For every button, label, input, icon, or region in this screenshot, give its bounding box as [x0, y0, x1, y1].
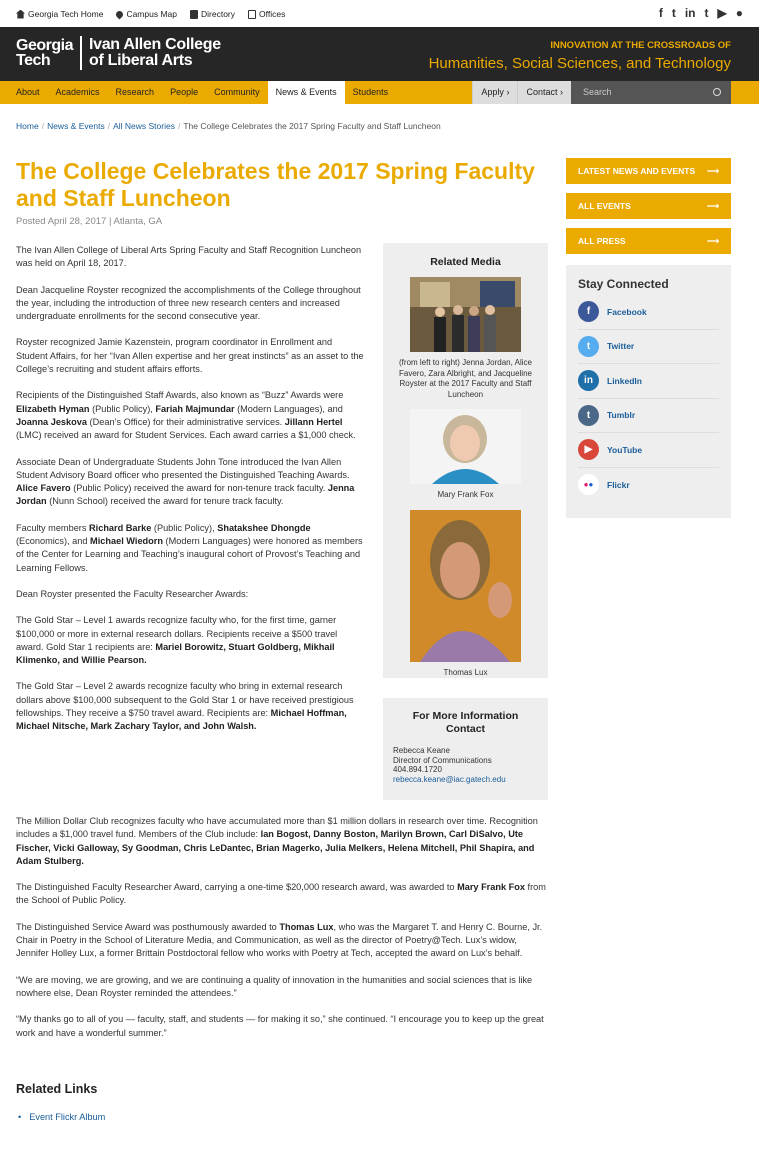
portrait-photo[interactable] [410, 409, 521, 484]
paragraph [16, 815, 546, 868]
names: Michael Hoffman, Michael Nitsche, Mark Zachary Taylor, and John Walsh. [16, 708, 347, 732]
paragraph [16, 921, 546, 961]
paragraph: Dean Jacqueline Royster recognized the accomplishments of the College throughout the year, including the introduction of three new research centers and increased undergraduate enrollments for the second consecutive year. [16, 284, 361, 322]
contact-phone: 404.894.1720 [393, 765, 442, 774]
page-title: The College Celebrates the 2017 Spring Faculty and Staff Luncheon [16, 158, 535, 211]
text: The Gold Star – Level 1 awards recognize faculty who, for the first time, garner $100,000 or more in external research dollars. Recipients receive a $500 travel award. Gold Star 1 recipients are: [16, 615, 338, 652]
text: The Distinguished Service Award was posthumously awarded to [16, 921, 280, 932]
paragraph: “My thanks go to all of you — faculty, staff, and students — for making it so,” she continued. “I encourage you to keep up the great work and have a wonderful summer.” [16, 1014, 544, 1038]
contact-details [393, 746, 538, 784]
chevron-right-icon: › [560, 87, 563, 97]
nav-items [8, 81, 396, 104]
button-label: ALL EVENTS [578, 201, 631, 211]
tumblr-link[interactable] [578, 399, 719, 434]
button-label: LATEST NEWS AND EVENTS [578, 166, 696, 176]
contact-button[interactable] [517, 81, 571, 104]
directory-link[interactable] [190, 9, 235, 19]
nav-about[interactable]: About [16, 87, 40, 97]
offices-label: Offices [259, 9, 286, 19]
breadcrumb-news-events[interactable]: News & Events [47, 121, 105, 131]
chevron-right-icon: › [506, 87, 510, 97]
nav-right [472, 81, 731, 104]
linkedin-icon[interactable]: in [684, 6, 696, 20]
text: The Gold Star – Level 2 awards recognize faculty who bring in external research dollars above $100,000 subsequent to the Gold Star 1 or have received prestigious fellowships. They receive a $750 travel award. Recipients are: [16, 681, 354, 719]
twitter-label: Twitter [607, 341, 635, 352]
tagline-top: INNOVATION AT THE CROSSROADS OF [550, 40, 731, 51]
names: Mariel Borowitz, Stuart Goldberg, Mikhail Klimenko, and Willie Pearson. [16, 641, 335, 666]
youtube-icon: ▶ [578, 439, 599, 460]
text: (Economics), and [16, 536, 91, 547]
contact-label: Contact [526, 87, 558, 97]
facebook-icon[interactable]: f [658, 6, 663, 20]
name: Thomas Lux [279, 921, 334, 932]
apply-label: Apply [481, 87, 504, 97]
text: (Public Policy) received the award for non-tenure track faculty. [70, 483, 328, 494]
college-wordmark [89, 37, 221, 69]
flickr-link[interactable] [578, 468, 719, 503]
facebook-label: Facebook [607, 306, 647, 317]
facebook-link[interactable] [578, 295, 719, 330]
arrow-right-icon: ⟶ [706, 166, 719, 176]
related-links-title: Related Links [16, 1082, 98, 1096]
gt-line1: Georgia [16, 37, 73, 54]
photo-caption: Thomas Lux [443, 667, 488, 677]
text: (LMC) received an award for Student Services. Each award carries a $1,000 check. [16, 430, 356, 441]
group-photo[interactable] [410, 277, 521, 352]
linkedin-label: LinkedIn [607, 375, 642, 386]
youtube-link[interactable] [578, 433, 719, 468]
tumblr-icon: t [578, 405, 599, 426]
button-label: ALL PRESS [578, 236, 626, 246]
text: The Distinguished Faculty Researcher Award, carrying a one-time $20,000 research award, was awarded to [16, 882, 458, 893]
text: (Public Policy), [89, 403, 156, 414]
offices-link[interactable] [248, 9, 285, 19]
tagline [429, 40, 731, 72]
nav-students[interactable]: Students [352, 87, 389, 97]
name: Joanna Jeskova [16, 416, 87, 427]
twitter-icon: t [578, 336, 599, 357]
stay-connected-box [566, 265, 731, 518]
text: (Public Policy), [151, 522, 218, 533]
paragraph [16, 456, 366, 509]
college-line2: of Liberal Arts [88, 52, 193, 69]
name: Elizabeth Hyman [16, 403, 90, 414]
nav-news-events[interactable]: News & Events [268, 81, 345, 104]
paragraph [16, 680, 366, 733]
name: Richard Barke [89, 522, 152, 533]
text: from the School of Public Policy. [16, 882, 546, 906]
contact-title: For More Information Contact [412, 710, 519, 735]
paragraph [16, 389, 366, 442]
utility-links [16, 9, 285, 19]
arrow-right-icon: ⟶ [706, 201, 719, 211]
directory-icon [190, 10, 198, 19]
name: Jillann Hertel [284, 416, 343, 427]
campus-map-link[interactable] [116, 9, 177, 19]
article-body [16, 244, 366, 747]
portrait-photo[interactable] [410, 510, 521, 662]
linkedin-icon: in [578, 370, 599, 391]
paragraph [16, 881, 546, 908]
names: Ian Bogost, Danny Boston, Marilyn Brown, Carl DiSalvo, Ute Fischer, Vicki Galloway, Sy Goodman, Chris LeDantec, Brian Magerko, Julia Melkers, Helena Mitchell, Phil Shapira, and Adam Stulberg. [16, 829, 535, 866]
all-events-button[interactable] [566, 193, 731, 219]
latest-news-button[interactable] [566, 158, 731, 184]
contact-box [383, 698, 548, 800]
map-pin-icon [115, 9, 125, 19]
breadcrumb-current: The College Celebrates the 2017 Spring Faculty and Staff Luncheon [183, 121, 441, 131]
campus-map-label: Campus Map [126, 9, 177, 19]
stay-connected-title: Stay Connected [578, 277, 669, 291]
photo-caption: (from left to right) Jenna Jordan, Alice Favero, Zara Albright, and Jacqueline Royster at the 2017 Faculty and Staff Luncheon [399, 358, 532, 399]
flickr-label: Flickr [607, 479, 630, 490]
name: Shatakshee Dhongde [217, 522, 311, 533]
name: Fariah Majmundar [155, 403, 235, 414]
paragraph: Royster recognized Jamie Kazenstein, program coordinator in Enrollment and Student Affairs, for her “Ivan Allen expertise and her great instincts” as an asset to the College’s recruiting and student affairs efforts. [16, 337, 364, 375]
gt-home-label: Georgia Tech Home [28, 9, 104, 19]
group-photo-image [410, 277, 521, 352]
gt-home-link[interactable] [16, 9, 103, 19]
nav-people[interactable]: People [170, 87, 199, 97]
search-placeholder: Search [583, 87, 612, 97]
youtube-icon[interactable]: ▶ [717, 6, 727, 20]
paragraph [16, 614, 366, 667]
header-social-icons [659, 6, 743, 20]
breadcrumb-all-news[interactable]: All News Stories [113, 121, 175, 131]
flickr-album-link[interactable] [18, 1112, 105, 1122]
tagline-bottom: Humanities, Social Sciences, and Technology [428, 55, 731, 72]
social-list [578, 295, 719, 502]
name: Mary Frank Fox [457, 882, 525, 893]
breadcrumb-home[interactable]: Home [16, 121, 39, 131]
related-media-title: Related Media [430, 256, 501, 268]
nav-academics[interactable]: Academics [55, 87, 100, 97]
contact-email-link[interactable]: rebecca.keane@iac.gatech.edu [393, 774, 506, 784]
name: Jenna Jordan [16, 483, 355, 507]
college-logo[interactable] [16, 36, 221, 70]
directory-label: Directory [201, 9, 236, 19]
text: (Nunn School) received the award for tenure track faculty. [46, 496, 284, 507]
twitter-icon[interactable]: t [671, 6, 676, 20]
all-press-button[interactable] [566, 228, 731, 254]
gt-wordmark [16, 38, 73, 68]
text: Recipients of the Distinguished Staff Awards, also known as “Buzz” Awards were [16, 390, 344, 401]
portrait-image [410, 510, 521, 662]
related-media-box [383, 243, 548, 678]
flickr-icon: ●● [578, 474, 599, 495]
arrow-right-icon: ⟶ [706, 236, 719, 246]
text: The Million Dollar Club recognizes faculty who have accumulated more than $1 million dollars in research over time. Recognition includes a $1,000 travel fund. Members of the Club include: [16, 816, 538, 840]
apply-button[interactable] [472, 81, 517, 104]
text: Associate Dean of Undergraduate Students John Tone introduced the Ivan Allen Student Advisory Board officer who presented the Distinguished Teaching Awards. [16, 456, 350, 480]
college-line1: Ivan Allen College [88, 36, 221, 53]
paragraph [16, 522, 366, 575]
text: Faculty members [16, 522, 90, 533]
contact-role: Director of Communications [393, 755, 492, 765]
paragraph: “We are moving, we are growing, and we are continuing a quality of innovation in the humanities and social sciences that is like nowhere else, Dean Royster reminded the attendees.” [16, 974, 533, 998]
twitter-link[interactable] [578, 330, 719, 365]
facebook-icon: f [578, 301, 599, 322]
paragraph: The Ivan Allen College of Liberal Arts Spring Faculty and Staff Recognition Luncheon was held on April 18, 2017. [16, 245, 362, 269]
linkedin-link[interactable] [578, 364, 719, 399]
name: Michael Wiedorn [90, 536, 163, 547]
text: (Modern Languages), and [234, 403, 343, 414]
article-body-wide [16, 815, 546, 1053]
site-header [0, 27, 759, 81]
tumblr-icon[interactable]: t [704, 6, 709, 20]
tech-tower-icon [80, 36, 82, 70]
portrait-image [410, 409, 521, 484]
paragraph: Dean Royster presented the Faculty Researcher Awards: [16, 588, 249, 599]
breadcrumb: Home / News & Events / All News Stories / The College Celebrates the 2017 Spring Faculty and Staff Luncheon [16, 121, 441, 131]
search-icon[interactable] [713, 88, 721, 96]
tumblr-label: Tumblr [607, 410, 636, 421]
utility-bar [0, 0, 759, 27]
youtube-label: YouTube [607, 444, 643, 455]
search-input[interactable] [571, 81, 731, 104]
posted-date: Posted April 28, 2017 | Atlanta, GA [16, 216, 163, 227]
text: (Dean’s Office) for their administrative services. [87, 416, 285, 427]
offices-icon [248, 10, 256, 19]
nav-research[interactable]: Research [115, 87, 155, 97]
text: (Modern Languages) were honored as members of the Center for Learning and Teaching’s inaugural cohort of Provost’s Teaching and Learning Fellows. [16, 536, 363, 573]
gt-line2: Tech [16, 52, 51, 69]
main-nav [0, 81, 759, 104]
home-icon [16, 10, 25, 19]
name: Alice Favero [16, 483, 71, 494]
photo-caption: Mary Frank Fox [437, 490, 494, 499]
text: , who was the Margaret T. and Henry C. Bourne, Jr. Chair in Poetry in the School of Literature Media, and Communication, as well as the director of Poetry@Tech. Lux’s widow, Jennifer Holley Lux, a former Brittain Postdoctoral fellow who works with Poetry at Tech, accepted the award on Lux’s behalf. [16, 921, 543, 959]
flickr-icon[interactable]: ● [735, 6, 743, 20]
link-label: Event Flickr Album [29, 1112, 106, 1122]
nav-community[interactable]: Community [214, 87, 260, 97]
contact-name: Rebecca Keane [393, 746, 450, 755]
